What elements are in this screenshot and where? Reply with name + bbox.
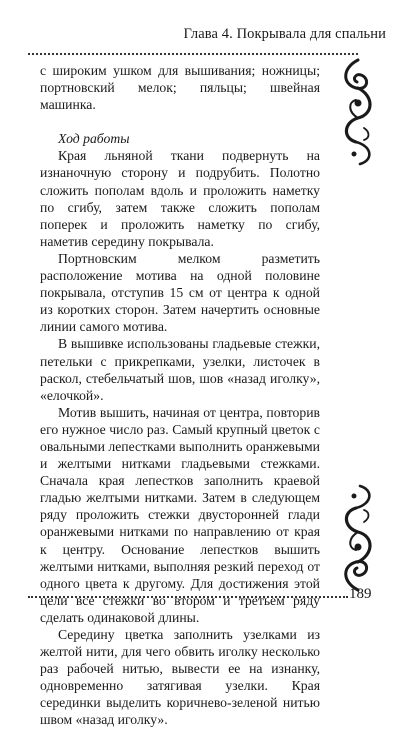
page-number: 189 bbox=[349, 586, 372, 602]
paragraph: В вышивке использованы гладьевые стежки, петельки с прикрепками, узелки, листочек в раскол, стебельчатый шов, шов «назад иголку», «елочкой». bbox=[40, 336, 320, 403]
body-text bbox=[40, 62, 320, 729]
header-dotted-rule bbox=[28, 53, 358, 55]
scroll-ornament-icon bbox=[334, 484, 382, 592]
running-header: Глава 4. Покрывала для спальни bbox=[183, 26, 386, 42]
section-subheading: Ход работы bbox=[58, 131, 130, 147]
scroll-ornament-icon bbox=[334, 58, 382, 166]
paragraph: Середину цветка заполнить узелками из желтой нити, для чего обвить иголку несколько раз рабочей нитью, вывести ее на изнанку, одновременно затягивая узелки. Края серединки выделить коричнево-зеленой нитью швом «назад иголку». bbox=[40, 627, 320, 728]
paragraph: Портновским мелком разметить расположение мотива на одной половине покрывала, отступив 15 см от центра к одной из коротких сторон. Затем начертить основные линии самого мотива. bbox=[40, 250, 320, 335]
paragraph-continuation: с широким ушком для вышивания; ножницы; портновский мелок; пяльцы; швейная машинка. bbox=[40, 63, 320, 113]
paragraph: Мотив вышить, начиная от центра, повторив его нужное число раз. Самый крупный цветок с овальными лепестками выполнить оранжевыми и желтыми нитками гладьевыми стежками. Сначала края лепестков заполнить краевой гладью желтыми нитками. Затем в следующем ряду проложить стежки двусторонней глади оранжевыми нитками по направлению от края к центру. Основание лепестков вышить желтыми нитками, выполняя резкий переход от одного цвета к другому. Для достижения этой цели все стежки во втором и третьем ряду сделать одинаковой длины. bbox=[40, 404, 320, 625]
paragraph: Края льняной ткани подвернуть на изнаночную сторону и подрубить. Полотно сложить пополам вдоль и проложить наметку по сгибу, затем также сложить пополам поперек и проложить наметку по сгибу, наметив середину покрывала. bbox=[40, 148, 320, 249]
footer-dotted-rule bbox=[28, 596, 348, 598]
